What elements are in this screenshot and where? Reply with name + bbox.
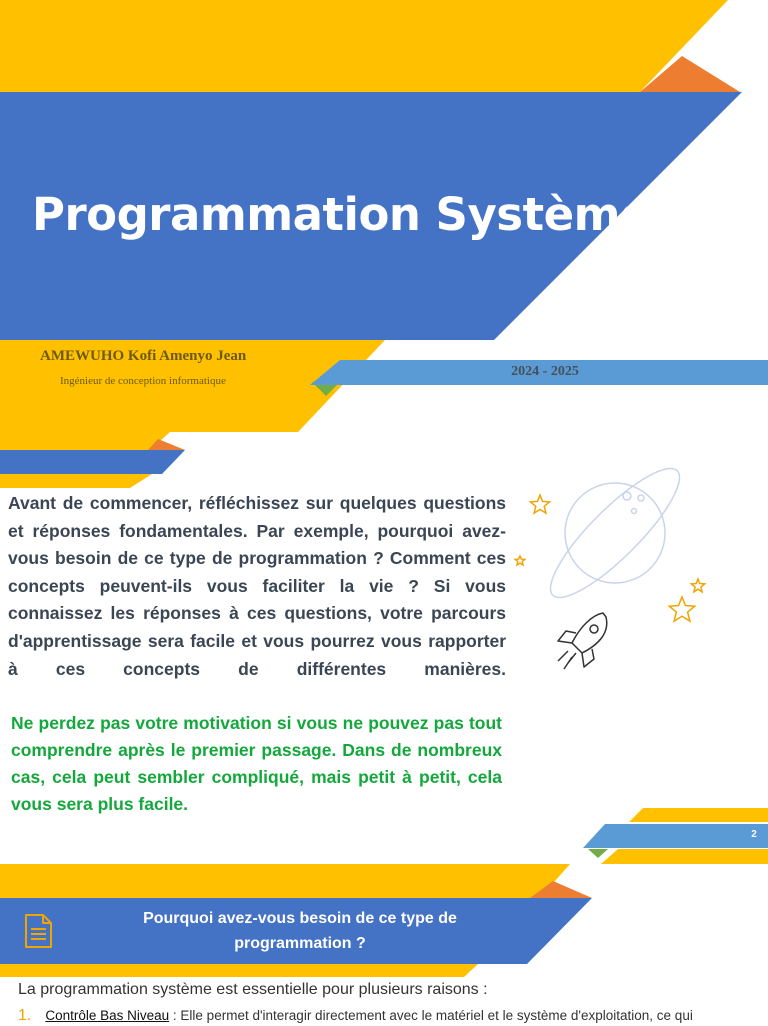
academic-year: 2024 - 2025 (511, 364, 579, 379)
author-role: Ingénieur de conception informatique (60, 375, 226, 387)
star-icon (515, 495, 705, 621)
space-illustration (510, 455, 725, 680)
document-icon (22, 912, 54, 950)
page-number: 2 (751, 829, 757, 840)
list-term: Contrôle Bas Niveau (45, 1008, 170, 1023)
slide2-header-shapes (0, 432, 200, 492)
intro-paragraph: Avant de commencer, réfléchissez sur quelques questions et réponses fondamentales. Par exemple, pourquoi avez-vous besoin de ce type de programmation ? Comment ces concepts peuvent-ils vous faciliter la vie ? Si vous connaissez les réponses à ces questions, votre parcours d'apprentissage sera facile et vous pourrez vous rapporter à ces concepts de différentes manières. (8, 493, 506, 679)
slide2-footer-shapes (583, 808, 768, 868)
list-item (18, 1006, 768, 1026)
author-name: AMEWUHO Kofi Amenyo Jean (40, 348, 247, 364)
section-heading: Pourquoi avez-vous besoin de ce type de programmation ? (143, 910, 457, 952)
planet-icon (536, 455, 694, 612)
motivation-paragraph: Ne perdez pas votre motivation si vous ne pouvez pas tout comprendre après le premier passage. Dans de nombreux cas, cela peut sembler compliqué, mais petit à petit, cela vous sera plus facile. (11, 713, 502, 814)
top-yellow-band (0, 0, 728, 92)
list-number: 1. (18, 1007, 32, 1024)
slide-title: Programmation Système (32, 188, 651, 241)
section-intro: La programmation système est essentielle pour plusieurs raisons : (18, 981, 488, 998)
list-text: : Elle permet d'interagir directement avec le matériel et le système d'exploitation, ce qui (169, 1008, 693, 1023)
rocket-icon (558, 613, 607, 669)
